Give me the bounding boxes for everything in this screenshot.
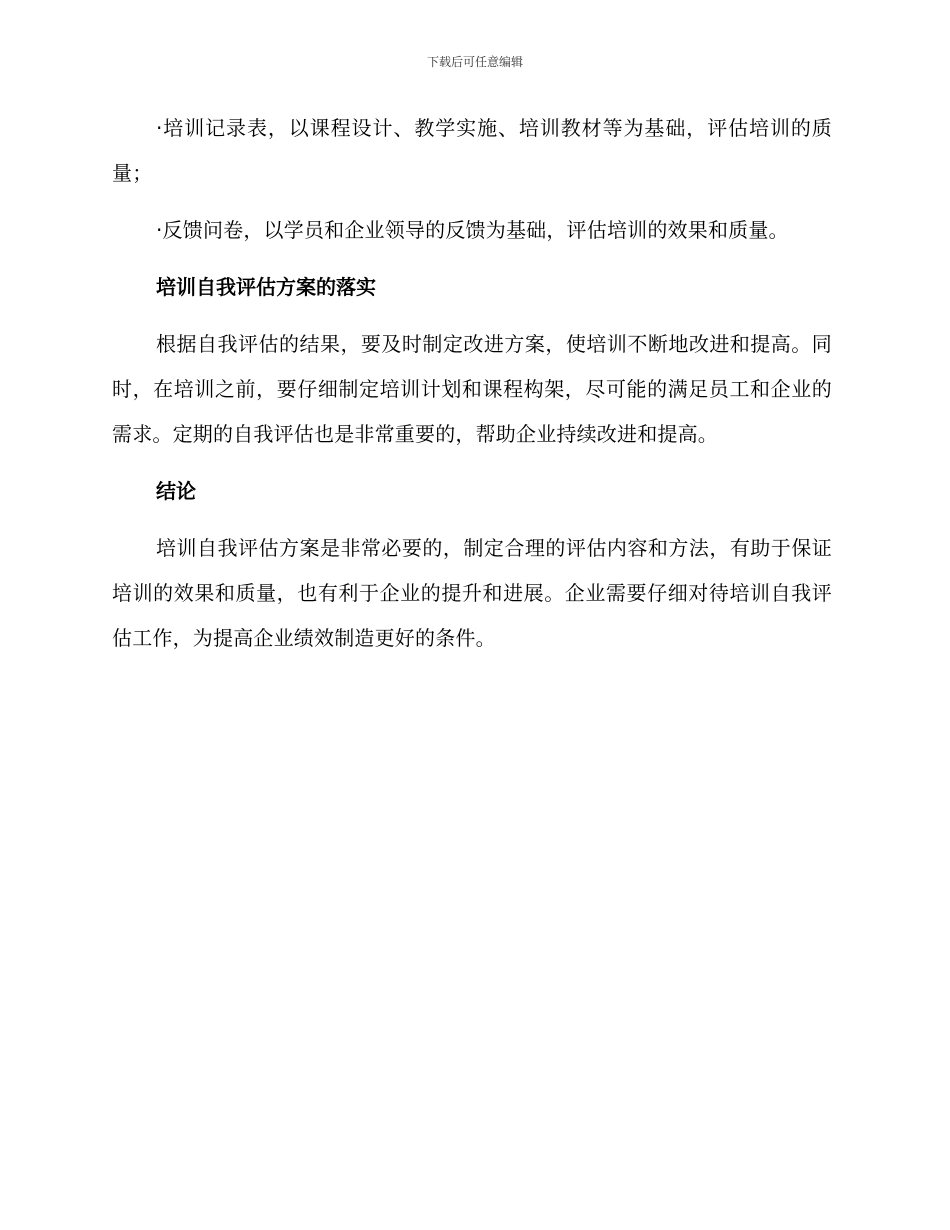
page-header: 下载后可任意编辑 — [426, 55, 523, 69]
paragraph-conclusion: 培训自我评估方案是非常必要的，制定合理的评估内容和方法，有助于保证培训的效果和质量，也有利于企业的提升和进展。企业需要仔细对待培训自我评估工作，为提高企业绩效制造更好的条件。 — [112, 536, 832, 650]
section-heading-implementation: 培训自我评估方案的落实 — [156, 275, 376, 299]
paragraph-implementation: 根据自我评估的结果，要及时制定改进方案，使培训不断地改进和提高。同时，在培训之前，要仔细制定培训计划和课程构架，尽可能的满足员工和企业的需求。定期的自我评估也是非常重要的，帮助企业持续改进和提高。 — [112, 332, 832, 446]
section-heading-conclusion: 结论 — [156, 479, 196, 503]
bullet-feedback-survey: ·反馈问卷，以学员和企业领导的反馈为基础，评估培训的效果和质量。 — [156, 218, 789, 242]
bullet-training-record: ·培训记录表，以课程设计、教学实施、培训教材等为基础，评估培训的质量； — [112, 116, 832, 185]
document-body — [112, 106, 832, 661]
